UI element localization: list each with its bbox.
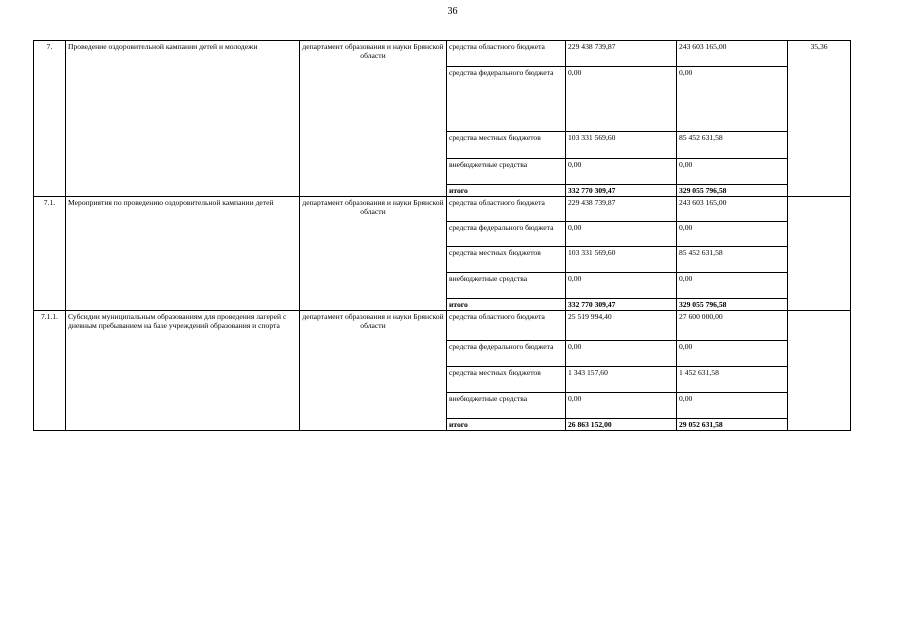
table-row (34, 197, 851, 222)
activity-name: Мероприятия по проведению оздоровительной кампании детей (66, 197, 300, 311)
value-year-1: 25 519 994,40 (566, 311, 677, 341)
value-year-2: 0,00 (677, 393, 788, 419)
value-year-1: 0,00 (566, 159, 677, 185)
row-number: 7.1.1. (34, 311, 66, 431)
value-year-1: 0,00 (566, 222, 677, 247)
value-year-1: 26 863 152,00 (566, 419, 677, 431)
indicator-number (788, 197, 851, 311)
budget-table (33, 40, 851, 431)
table-row (34, 311, 851, 341)
value-year-1: 332 770 309,47 (566, 299, 677, 311)
executor: департамент образования и науки Брянской области (300, 41, 447, 197)
value-year-1: 0,00 (566, 273, 677, 299)
source-label: внебюджетные средства (447, 159, 566, 185)
value-year-2: 29 052 631,58 (677, 419, 788, 431)
value-year-1: 103 331 569,60 (566, 247, 677, 273)
value-year-1: 332 770 309,47 (566, 185, 677, 197)
value-year-1: 229 438 739,87 (566, 41, 677, 67)
value-year-1: 103 331 569,60 (566, 132, 677, 159)
value-year-2: 0,00 (677, 222, 788, 247)
source-label: итого (447, 419, 566, 431)
value-year-2: 1 452 631,58 (677, 367, 788, 393)
page-number: 36 (447, 6, 458, 17)
value-year-1: 229 438 739,87 (566, 197, 677, 222)
indicator-number: 35,36 (788, 41, 851, 197)
value-year-2: 0,00 (677, 341, 788, 367)
source-label: итого (447, 299, 566, 311)
source-label: средства федерального бюджета (447, 341, 566, 367)
value-year-2: 329 055 796,58 (677, 299, 788, 311)
value-year-2: 85 452 631,58 (677, 132, 788, 159)
value-year-2: 243 603 165,00 (677, 197, 788, 222)
value-year-1: 1 343 157,60 (566, 367, 677, 393)
value-year-2: 0,00 (677, 159, 788, 185)
value-year-2: 0,00 (677, 273, 788, 299)
activity-name: Проведение оздоровительной кампании детей и молодежи (66, 41, 300, 197)
source-label: итого (447, 185, 566, 197)
value-year-1: 0,00 (566, 341, 677, 367)
source-label: внебюджетные средства (447, 393, 566, 419)
source-label: средства местных бюджетов (447, 367, 566, 393)
source-label: средства местных бюджетов (447, 132, 566, 159)
source-label: средства федерального бюджета (447, 222, 566, 247)
value-year-2: 243 603 165,00 (677, 41, 788, 67)
value-year-2: 329 055 796,58 (677, 185, 788, 197)
source-label: средства областного бюджета (447, 41, 566, 67)
value-year-2: 85 452 631,58 (677, 247, 788, 273)
value-year-2: 0,00 (677, 67, 788, 132)
source-label: средства областного бюджета (447, 311, 566, 341)
row-number: 7.1. (34, 197, 66, 311)
source-label: средства областного бюджета (447, 197, 566, 222)
indicator-number (788, 311, 851, 431)
value-year-1: 0,00 (566, 393, 677, 419)
source-label: внебюджетные средства (447, 273, 566, 299)
table-row (34, 41, 851, 67)
activity-name: Субсидии муниципальным образованиям для проведения лагерей с дневным пребыванием на базе учреждений образования и спорта (66, 311, 300, 431)
value-year-1: 0,00 (566, 67, 677, 132)
source-label: средства местных бюджетов (447, 247, 566, 273)
executor: департамент образования и науки Брянской области (300, 311, 447, 431)
row-number: 7. (34, 41, 66, 197)
value-year-2: 27 600 000,00 (677, 311, 788, 341)
executor: департамент образования и науки Брянской области (300, 197, 447, 311)
source-label: средства федерального бюджета (447, 67, 566, 132)
